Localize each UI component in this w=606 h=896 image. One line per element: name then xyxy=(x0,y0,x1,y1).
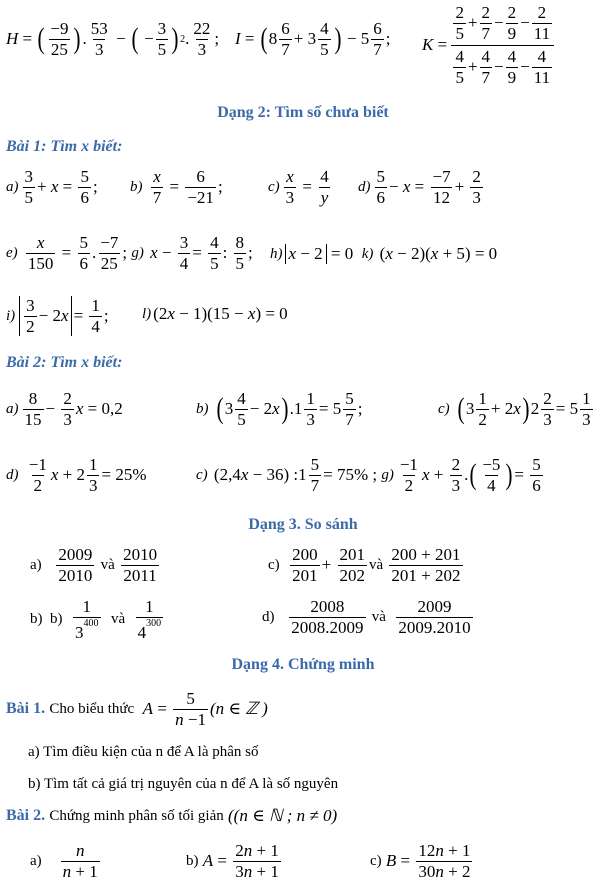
bai2-proof-text: Chứng minh phân số tối giản xyxy=(49,807,224,824)
bai2-proof-label: Bài 2. xyxy=(6,807,46,824)
bai1-a: a) $\frac{3}{5}$ + x = $\frac{5}{6}$ ; xyxy=(6,167,98,207)
bai2-proof-b: b) A = $\frac{2n + 1}{3n + 1}$ xyxy=(186,841,279,881)
cmp-a: a) $\frac{2009}{2010}$ và $\frac{2010}{2011}$ xyxy=(30,545,158,585)
bai1-proof-a: a) Tìm điều kiện của n để A là phân số xyxy=(28,744,259,760)
bai1-d: d) $\frac{5}{6}$ − x = $\frac{-7}{12}$ + $\frac{2}{3}$ xyxy=(358,167,481,207)
bai1-proof-b: b) Tìm tất cả giá trị nguyên của n để A là số nguyên xyxy=(28,776,339,792)
formula-k: K = $\frac{2}{5}$ + $\frac{2}{7}$ − $\frac{2}{9}$ − $\frac{2}{11}$ $\frac{4}{5}$ + $\frac{4}{7}$ − $\frac{4}{9}$ − $\frac{4}{11}$ xyxy=(422,4,554,86)
bai1-e: e) $\frac{x}{150}$ = $\frac{5}{6}$ . $\frac{-7}{25}$ ; g) x − $\frac{3}{4}$ = $\frac{4}{5}$ : $\frac{8}{5}$ ; xyxy=(6,233,253,273)
section4-title: Dạng 4. Chứng minh xyxy=(231,656,375,673)
formula-i: I = ( 8 $\frac{6}{7}$ + 3 $\frac{4}{5}$ ) − 5 $\frac{6}{7}$ ; xyxy=(235,19,391,59)
bai2-d: d) $\frac{-1}{2}$ x + 2 $\frac{1}{3}$ = 25% xyxy=(6,455,147,495)
formula-h: H = ( $\frac{-9}{25}$ ) . $\frac{53}{3}$ − ( − $\frac{3}{5}$ ) 2 . $\frac{22}{3}$ ; xyxy=(6,19,220,59)
section3-title: Dạng 3. So sánh xyxy=(248,516,358,533)
bai2-proof-a: a) $\frac{n}{n + 1}$ xyxy=(30,841,98,881)
bai2-a: a) $\frac{8}{15}$ − $\frac{2}{3}$ x = 0,2 xyxy=(6,389,123,429)
bai1-proof-text: Cho biểu thức xyxy=(49,700,135,717)
bai1-proof: Bài 1. Cho biểu thức A = $\frac{5}{n -1}$ (n ∈ ℤ ) xyxy=(6,689,268,729)
bai1-title: Bài 1: Tìm x biết: xyxy=(6,138,123,155)
cmp-d: d) $\frac{2008}{2008.2009}$ và $\frac{2009}{2009.2010}$ xyxy=(262,597,471,637)
bai2-c: c) ( 3 $\frac{1}{2}$ + 2 x ) 2 $\frac{2}{3}$ = 5 $\frac{1}{3}$ xyxy=(438,389,591,429)
bai2-e: c) (2,4 x − 36) :1 $\frac{5}{7}$ = 75% ; g) $\frac{-1}{2}$ x + $\frac{2}{3}$ . ( $\frac{-5}{4}$ ) = $\frac{5}{6}$ xyxy=(196,455,541,495)
bai2-proof-c: c) B = $\frac{12n + 1}{30n + 2}$ xyxy=(370,841,471,881)
bai2-b: b) ( 3 $\frac{4}{5}$ − 2 x ) .1 $\frac{1}{3}$ = 5 $\frac{5}{7}$ ; xyxy=(196,389,363,429)
bai1-l: l) (2 x − 1)(15 − x ) = 0 xyxy=(142,304,288,323)
va-b: và xyxy=(111,611,126,628)
va-d: và xyxy=(371,608,386,625)
cmp-c: c) $\frac{200}{201}$ + $\frac{201}{202}$ và $\frac{200 + 201}{201 + 202}$ xyxy=(268,545,461,585)
bai1-c: c) $\frac{x}{3}$ = $\frac{4}{y}$ xyxy=(268,167,329,207)
bai1-proof-label: Bài 1. xyxy=(6,700,46,718)
va-a: và xyxy=(100,556,115,573)
bai1-h: h) x − 2 = 0 k) ( x − 2)( x + 5) = 0 xyxy=(270,244,498,263)
bai1-i: i) $\frac{3}{2}$ − 2 x = $\frac{1}{4}$ ; xyxy=(6,295,109,336)
bai2-title: Bài 2: Tìm x biết: xyxy=(6,354,123,371)
bai2-proof: Bài 2. Chứng minh phân số tối giản ((n ∈ ℕ ; n ≠ 0) xyxy=(6,806,338,825)
bai1-b: b) $\frac{x}{7}$ = $\frac{6}{-21}$ ; xyxy=(130,167,223,207)
va-c: và xyxy=(369,556,384,573)
section2-title: Dạng 2: Tìm số chưa biết xyxy=(217,104,389,121)
cmp-b: b) b) $\frac{1}{3^{400}}$ và $\frac{1}{4^{300}}$ xyxy=(30,597,162,642)
